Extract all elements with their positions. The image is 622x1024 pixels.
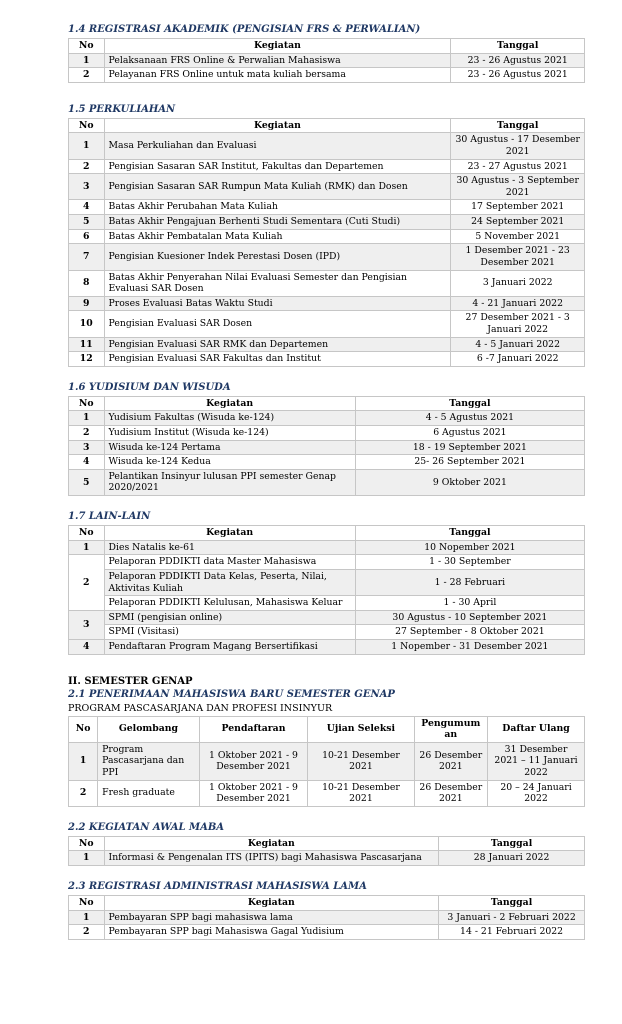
table-cell: 5 November 2021 xyxy=(451,229,585,244)
table-cell: 27 September - 8 Oktober 2021 xyxy=(355,625,584,640)
table-cell: 5 xyxy=(69,215,105,230)
column-header: Pendaftaran xyxy=(199,716,308,742)
table-cell: 4 - 21 Januari 2022 xyxy=(451,296,585,311)
column-header: Pengumuman xyxy=(414,716,488,742)
heading-kegiatan-awal-maba: 2.2 KEGIATAN AWAL MABA xyxy=(68,821,225,833)
table-cell: 30 Agustus - 17 Desember 2021 xyxy=(451,133,585,159)
table-cell: Yudisium Institut (Wisuda ke-124) xyxy=(104,426,355,441)
subheading-program-pascasarjana: PROGRAM PASCASARJANA DAN PROFESI INSINYUR xyxy=(68,702,333,714)
table-row xyxy=(69,200,585,215)
table-header-row xyxy=(69,118,585,133)
table-cell: Pembayaran SPP bagi mahasiswa lama xyxy=(104,910,439,925)
table-cell: Pembayaran SPP bagi Mahasiswa Gagal Yudisium xyxy=(104,925,439,940)
table-cell: Informasi & Pengenalan ITS (IPITS) bagi Mahasiswa Pascasarjana xyxy=(104,851,439,866)
table-cell: Pengisian Sasaran SAR Institut, Fakultas dan Departemen xyxy=(104,159,451,174)
table-row xyxy=(69,440,585,455)
table-row xyxy=(69,555,585,570)
table-cell: 1 Oktober 2021 - 9 Desember 2021 xyxy=(199,742,308,780)
table-cell: 7 xyxy=(69,244,105,270)
table-cell: 4 xyxy=(69,639,105,654)
table-cell: Wisuda ke-124 Kedua xyxy=(104,455,355,470)
section-perkuliahan xyxy=(68,104,585,367)
table-cell: Masa Perkuliahan dan Evaluasi xyxy=(104,133,451,159)
table-cell: 1 Oktober 2021 - 9 Desember 2021 xyxy=(199,780,308,806)
table-row xyxy=(69,851,585,866)
table-cell: Pelaporan PDDIKTI Kelulusan, Mahasiswa Keluar xyxy=(104,596,355,611)
table-cell: 14 - 21 Februari 2022 xyxy=(439,925,585,940)
heading-registrasi-akademik: 1.4 REGISTRASI AKADEMIK (PENGISIAN FRS & PERWALIAN) xyxy=(68,24,421,35)
table-cell: 10 xyxy=(69,311,105,337)
table-cell: 30 Agustus - 3 September 2021 xyxy=(451,174,585,200)
table-row xyxy=(69,352,585,367)
table-perkuliahan xyxy=(68,118,585,367)
section-kegiatan-awal-maba xyxy=(68,822,585,866)
column-header: No xyxy=(69,836,105,851)
table-cell: Proses Evaluasi Batas Waktu Studi xyxy=(104,296,451,311)
section-lain-lain xyxy=(68,511,585,654)
heading-perkuliahan: 1.5 PERKULIAHAN xyxy=(68,103,176,115)
table-cell: 3 Januari 2022 xyxy=(451,270,585,296)
table-header-row xyxy=(69,716,585,742)
table-cell: 9 Oktober 2021 xyxy=(355,469,584,495)
column-header: Tanggal xyxy=(355,396,584,411)
table-cell: Pengisian Evaluasi SAR Dosen xyxy=(104,311,451,337)
table-cell: 25- 26 September 2021 xyxy=(355,455,584,470)
column-header: Gelombang xyxy=(98,716,200,742)
column-header: Kegiatan xyxy=(104,836,439,851)
table-cell: 1 Desember 2021 - 23 Desember 2021 xyxy=(451,244,585,270)
table-cell: 1 - 30 September xyxy=(355,555,584,570)
table-cell: 4 xyxy=(69,200,105,215)
table-cell: Pengisian Evaluasi SAR RMK dan Departemen xyxy=(104,337,451,352)
column-header: Daftar Ulang xyxy=(488,716,585,742)
table-cell: 6 xyxy=(69,229,105,244)
section-registrasi-administrasi xyxy=(68,881,585,940)
table-row xyxy=(69,742,585,780)
table-cell: 3 Januari - 2 Februari 2022 xyxy=(439,910,585,925)
table-lain-lain xyxy=(68,525,585,654)
table-cell: 4 - 5 Agustus 2021 xyxy=(355,411,584,426)
table-cell: 1 xyxy=(69,851,105,866)
table-cell: 1 xyxy=(69,742,98,780)
table-header-row xyxy=(69,396,585,411)
table-row xyxy=(69,174,585,200)
table-cell: 26 Desember 2021 xyxy=(414,780,488,806)
heading-penerimaan-maba: 2.1 PENERIMAAN MAHASISWA BARU SEMESTER GENAP xyxy=(68,688,395,700)
table-registrasi-akademik xyxy=(68,38,585,83)
heading-registrasi-administrasi: 2.3 REGISTRASI ADMINISTRASI MAHASISWA LAMA xyxy=(68,881,367,893)
table-row xyxy=(69,68,585,83)
table-row xyxy=(69,780,585,806)
column-header: Kegiatan xyxy=(104,896,439,911)
table-cell: Pelayanan FRS Online untuk mata kuliah bersama xyxy=(104,68,451,83)
table-cell: 20 – 24 Januari 2022 xyxy=(488,780,585,806)
table-cell: 2 xyxy=(69,426,105,441)
heading-yudisium-wisuda: 1.6 YUDISIUM DAN WISUDA xyxy=(68,381,231,393)
section-yudisium-wisuda xyxy=(68,382,585,496)
table-cell: SPMI (Visitasi) xyxy=(104,625,355,640)
column-header: No xyxy=(69,896,105,911)
table-row xyxy=(69,133,585,159)
table-cell: 12 xyxy=(69,352,105,367)
table-cell: 3 xyxy=(69,440,105,455)
table-row xyxy=(69,411,585,426)
column-header: Tanggal xyxy=(355,526,584,541)
table-cell: 30 Agustus - 10 September 2021 xyxy=(355,610,584,625)
table-row xyxy=(69,229,585,244)
section-semester-genap xyxy=(68,676,585,807)
table-row xyxy=(69,569,585,595)
table-cell: 10-21 Desember 2021 xyxy=(308,742,414,780)
table-row xyxy=(69,455,585,470)
table-cell: Dies Natalis ke-61 xyxy=(104,540,355,555)
table-cell: 1 xyxy=(69,53,105,68)
table-cell: 17 September 2021 xyxy=(451,200,585,215)
table-cell: Pelaporan PDDIKTI Data Kelas, Peserta, Nilai, Aktivitas Kuliah xyxy=(104,569,355,595)
table-cell: 8 xyxy=(69,270,105,296)
column-header: No xyxy=(69,396,105,411)
column-header: Kegiatan xyxy=(104,39,451,54)
table-cell: Fresh graduate xyxy=(98,780,200,806)
column-header: Kegiatan xyxy=(104,118,451,133)
table-cell: 4 xyxy=(69,455,105,470)
table-row xyxy=(69,540,585,555)
table-cell: Pengisian Sasaran SAR Rumpun Mata Kuliah (RMK) dan Dosen xyxy=(104,174,451,200)
column-header: Kegiatan xyxy=(104,396,355,411)
table-row xyxy=(69,337,585,352)
table-cell: 1 - 28 Februari xyxy=(355,569,584,595)
table-cell: Pelaksanaan FRS Online & Perwalian Mahasiswa xyxy=(104,53,451,68)
table-header-row xyxy=(69,896,585,911)
table-cell: Pelantikan Insinyur lulusan PPI semester Genap 2020/2021 xyxy=(104,469,355,495)
table-cell: Pengisian Evaluasi SAR Fakultas dan Institut xyxy=(104,352,451,367)
table-cell: 1 - 30 April xyxy=(355,596,584,611)
table-cell: SPMI (pengisian online) xyxy=(104,610,355,625)
table-cell: 2 xyxy=(69,780,98,806)
table-cell: 23 - 26 Agustus 2021 xyxy=(451,53,585,68)
table-kegiatan-awal-maba xyxy=(68,836,585,866)
table-cell: 23 - 26 Agustus 2021 xyxy=(451,68,585,83)
table-cell: 5 xyxy=(69,469,105,495)
table-cell: 24 September 2021 xyxy=(451,215,585,230)
table-header-row xyxy=(69,526,585,541)
table-registrasi-administrasi xyxy=(68,895,585,940)
table-penerimaan-maba xyxy=(68,716,585,807)
column-header: No xyxy=(69,118,105,133)
table-row xyxy=(69,270,585,296)
column-header: Tanggal xyxy=(451,39,585,54)
table-cell: 4 - 5 Januari 2022 xyxy=(451,337,585,352)
column-header: Ujian Seleksi xyxy=(308,716,414,742)
table-cell: 1 xyxy=(69,411,105,426)
table-cell: 1 xyxy=(69,910,105,925)
table-row xyxy=(69,426,585,441)
table-cell: 2 xyxy=(69,68,105,83)
column-header: Tanggal xyxy=(451,118,585,133)
table-row xyxy=(69,311,585,337)
table-cell: 27 Desember 2021 - 3 Januari 2022 xyxy=(451,311,585,337)
table-cell: 3 xyxy=(69,610,105,639)
table-cell: 28 Januari 2022 xyxy=(439,851,585,866)
table-row xyxy=(69,596,585,611)
heading-lain-lain: 1.7 LAIN-LAIN xyxy=(68,511,151,523)
column-header: No xyxy=(69,526,105,541)
column-header: No xyxy=(69,716,98,742)
table-cell: 11 xyxy=(69,337,105,352)
table-row xyxy=(69,244,585,270)
table-cell: 2 xyxy=(69,925,105,940)
table-cell: 6 -7 Januari 2022 xyxy=(451,352,585,367)
table-cell: Pendaftaran Program Magang Bersertifikasi xyxy=(104,639,355,654)
column-header: Tanggal xyxy=(439,836,585,851)
table-row xyxy=(69,215,585,230)
column-header: Tanggal xyxy=(439,896,585,911)
table-cell: 2 xyxy=(69,555,105,610)
table-cell: 1 xyxy=(69,133,105,159)
table-cell: 18 - 19 September 2021 xyxy=(355,440,584,455)
table-row xyxy=(69,910,585,925)
table-row xyxy=(69,159,585,174)
table-row xyxy=(69,610,585,625)
table-row xyxy=(69,469,585,495)
column-header: No xyxy=(69,39,105,54)
table-cell: 31 Desember 2021 – 11 Januari 2022 xyxy=(488,742,585,780)
table-row xyxy=(69,925,585,940)
table-cell: 3 xyxy=(69,174,105,200)
table-cell: 2 xyxy=(69,159,105,174)
table-cell: Batas Akhir Pengajuan Berhenti Studi Sementara (Cuti Studi) xyxy=(104,215,451,230)
table-cell: 1 Nopember - 31 Desember 2021 xyxy=(355,639,584,654)
table-row xyxy=(69,625,585,640)
section-registrasi-akademik xyxy=(68,24,585,83)
table-row xyxy=(69,53,585,68)
table-cell: Batas Akhir Penyerahan Nilai Evaluasi Semester dan Pengisian Evaluasi SAR Dosen xyxy=(104,270,451,296)
table-cell: Wisuda ke-124 Pertama xyxy=(104,440,355,455)
table-cell: Batas Akhir Perubahan Mata Kuliah xyxy=(104,200,451,215)
table-cell: Pengisian Kuesioner Indek Perestasi Dosen (IPD) xyxy=(104,244,451,270)
table-cell: Batas Akhir Pembatalan Mata Kuliah xyxy=(104,229,451,244)
table-cell: 1 xyxy=(69,540,105,555)
table-row xyxy=(69,296,585,311)
table-row xyxy=(69,639,585,654)
table-cell: 23 - 27 Agustus 2021 xyxy=(451,159,585,174)
table-cell: 6 Agustus 2021 xyxy=(355,426,584,441)
table-cell: 10 Nopember 2021 xyxy=(355,540,584,555)
table-cell: Pelaporan PDDIKTI data Master Mahasiswa xyxy=(104,555,355,570)
table-cell: 10-21 Desember 2021 xyxy=(308,780,414,806)
table-cell: Yudisium Fakultas (Wisuda ke-124) xyxy=(104,411,355,426)
column-header: Kegiatan xyxy=(104,526,355,541)
heading-semester-genap: II. SEMESTER GENAP xyxy=(68,675,193,687)
table-yudisium-wisuda xyxy=(68,396,585,496)
table-header-row xyxy=(69,39,585,54)
table-cell: Program Pascasarjana dan PPI xyxy=(98,742,200,780)
table-header-row xyxy=(69,836,585,851)
table-cell: 26 Desember 2021 xyxy=(414,742,488,780)
table-cell: 9 xyxy=(69,296,105,311)
